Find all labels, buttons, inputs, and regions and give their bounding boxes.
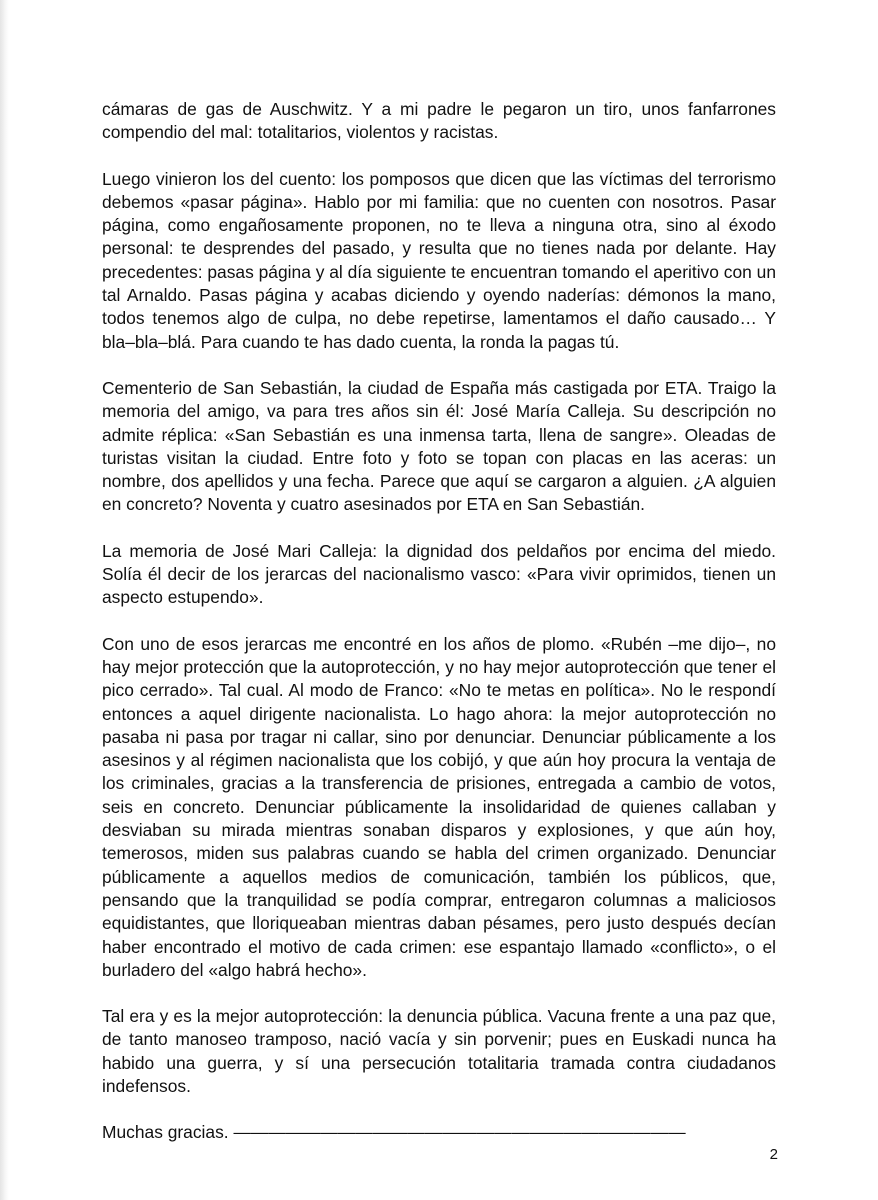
- closing-line: Muchas gracias. ——————————————————————————: [102, 1122, 686, 1143]
- paragraph-memoria-calleja: La memoria de José Mari Calleja: la dignidad dos peldaños por encima del miedo. Solía él decir de los jerarcas del nacionalismo vasco: «Para vivir oprimidos, tienen un aspecto estupendo».: [102, 540, 776, 608]
- paragraph-denuncia-publica: Tal era y es la mejor autoprotección: la denuncia pública. Vacuna frente a una paz que, de tanto manoseo tramposo, nació vacía y sin porvenir; pues en Euskadi nunca ha habido una guerra, y sí una persecución totalitaria tramada contra ciudadanos indefensos.: [102, 1006, 776, 1096]
- page-number: 2: [769, 1146, 778, 1163]
- paragraph-cementerio: Cementerio de San Sebastián, la ciudad de España más castigada por ETA. Traigo la memoria del amigo, va para tres años sin él: José María Calleja. Su descripción no admite réplica: «San Sebastián es una inmensa tarta, llena de sangre». Oleadas de turistas visitan la ciudad. Entre foto y foto se topan con placas en las aceras: un nombre, dos apellidos y una fecha. Parece que aquí se cargaron a alguien. ¿A alguien en concreto? Noventa y cuatro asesinados por ETA en San Sebastián.: [102, 377, 776, 515]
- paragraph-autoproteccion: Con uno de esos jerarcas me encontré en los años de plomo. «Rubén –me dijo–, no hay mejor protección que la autoprotección, y no hay mejor autoprotección que tener el pico cerrado». Tal cual. Al modo de Franco: «No te metas en política». No le respondí entonces a aquel dirigente nacionalista. Lo hago ahora: la mejor autoprotección no pasaba ni pasa por tragar ni callar, sino por denunciar. Denunciar públicamente a los asesinos y al régimen nacionalista que los cobijó, y que aún hoy procura la ventaja de los criminales, gracias a la transferencia de prisiones, entregada a cambio de votos, seis en concreto. Denunciar públicamente la insolidaridad de quienes callaban y desviaban su mirada mientras sonaban disparos y explosiones, y que aún hoy, temerosos, miden sus palabras cuando se habla del crimen organizado. Denunciar públicamente a aquellos medios de comunicación, también los públicos, que, pensando que la tranquilidad se podía comprar, entregaron columnas a maliciosos equidistantes, que lloriqueaban mientras daban pésames, pero justo después decían haber encontrado el motivo de cada crimen: ese espantajo llamado «conflicto», o el burladero del «algo habrá hecho».: [102, 633, 776, 980]
- paragraph-auschwitz: cámaras de gas de Auschwitz. Y a mi padre le pegaron un tiro, unos fanfarrones compendio del mal: totalitarios, violentos y racistas.: [102, 99, 776, 143]
- page-edge-shadow: [0, 0, 9, 1200]
- document-body: [102, 98, 776, 1145]
- paragraph-pasar-pagina: Luego vinieron los del cuento: los pomposos que dicen que las víctimas del terrorismo debemos «pasar página». Hablo por mi familia: que no cuenten con nosotros. Pasar página, como engañosamente proponen, no te lleva a ninguna otra, sino al éxodo personal: te desprendes del pasado, y resulta que no tienes nada por delante. Hay precedentes: pasas página y al día siguiente te encuentran tomando el aperitivo con un tal Arnaldo. Pasas página y acabas diciendo y oyendo naderías: démonos la mano, todos tenemos algo de culpa, no debe repetirse, lamentamos el daño causado… Y bla–bla–blá. Para cuando te has dado cuenta, la ronda la pagas tú.: [102, 168, 776, 352]
